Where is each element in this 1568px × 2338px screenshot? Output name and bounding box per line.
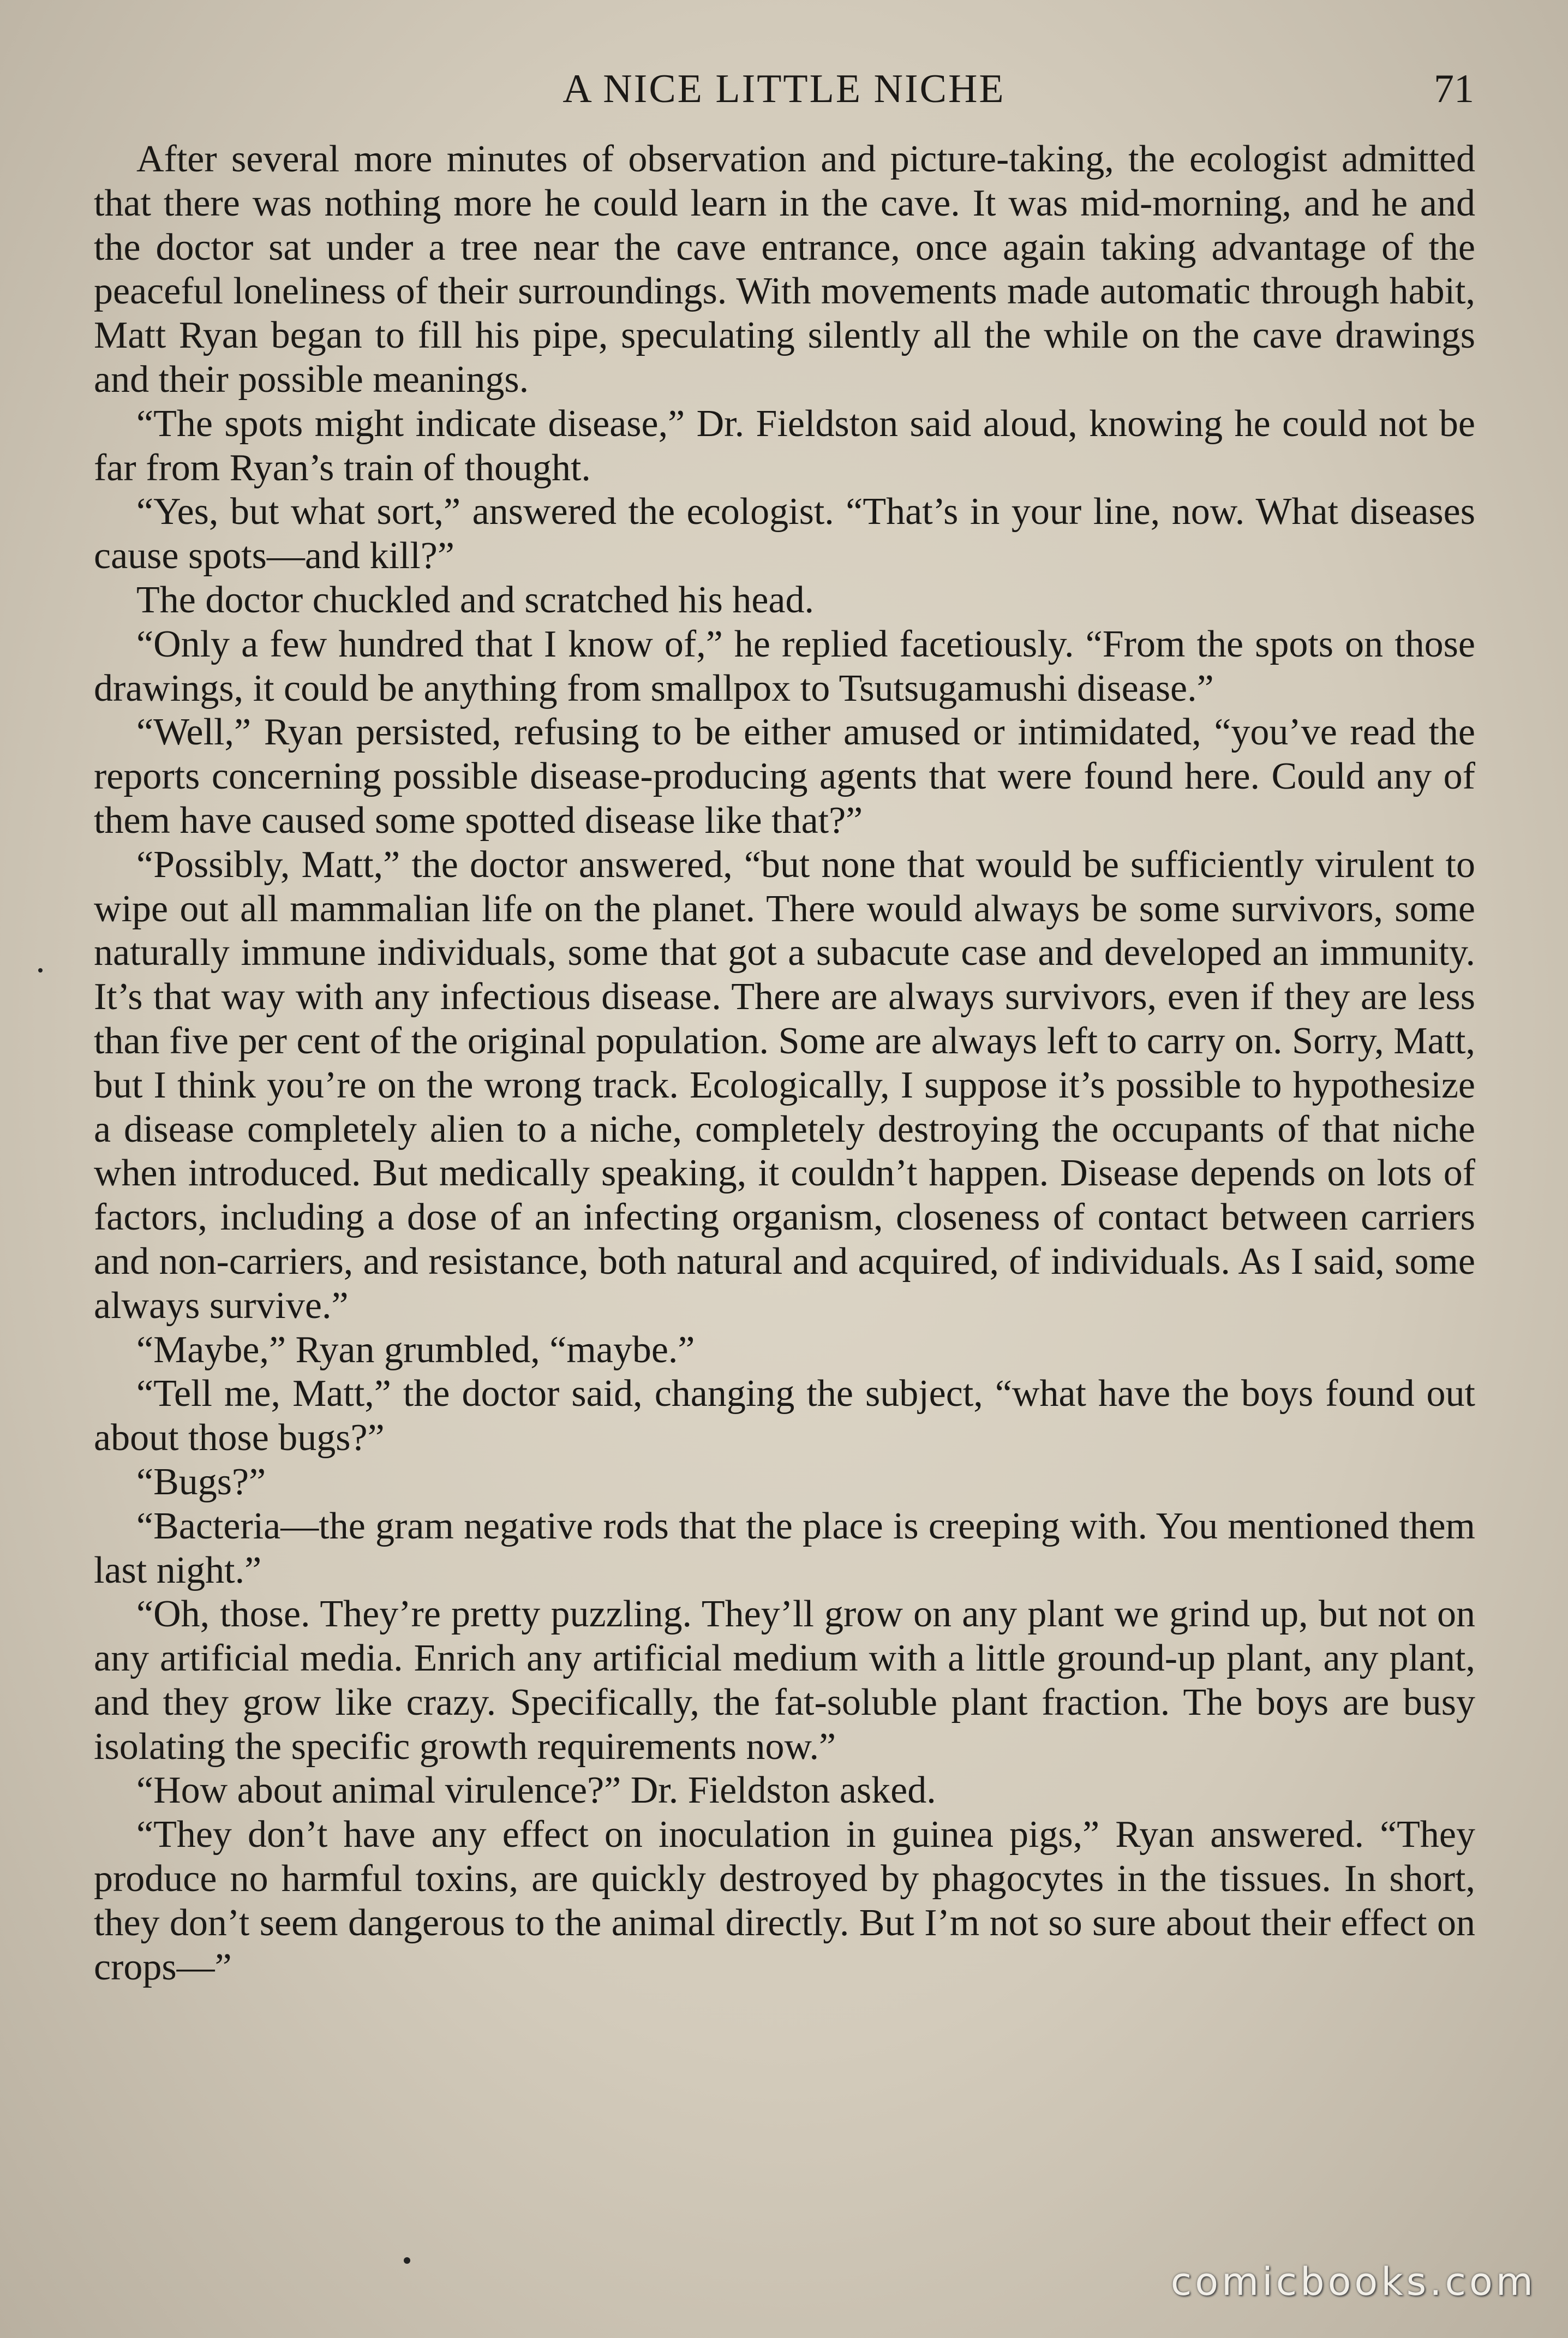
running-title: A NICE LITTLE NICHE xyxy=(562,67,1006,111)
paragraph: The doctor chuckled and scratched his head. xyxy=(136,578,814,621)
paragraph: “Possibly, Matt,” the doctor answered, “but none that would be sufficiently virulent to wipe out all mammalian life on the planet. There would always be some survivors, some naturally immune individuals, some that got a subacute case and developed an immunity. It’s that way with any infectious disease. There are always survivors, even if they are less than five per cent of the original population. Some are always left to carry on. Sorry, Matt, but I think you’re on the wrong track. Ecologically, I suppose it’s possible to hypothesize a disease completely alien to a niche, completely destroying the occupants of that niche when introduced. But medically speaking, it couldn’t happen. Disease depends on lots of factors, including a dose of an infecting organism, closeness of contact between carriers and non-carriers, and resistance, both natural and acquired, of individuals. As I said, some always survive.” xyxy=(94,843,1475,1327)
watermark: comicbooks.com xyxy=(1170,2259,1536,2304)
paragraph: After several more minutes of observation and picture-taking, the ecologist admitted that there was nothing more he could learn in the cave. It was mid-morning, and he and the doctor sat under a tree near the cave entrance, once again taking advantage of the peaceful loneliness of their surroundings. With movements made automatic through habit, Matt Ryan began to fill his pipe, speculating silently all the while on the cave drawings and their possible meanings. xyxy=(94,138,1475,401)
page-number: 71 xyxy=(1434,67,1474,111)
paragraph: “They don’t have any effect on inoculation in guinea pigs,” Ryan answered. “They produce no harmful toxins, are quickly destroyed by phagocytes in the tissues. In short, they don’t seem dangerous to the animal directly. But I’m not so sure about their effect on crops—” xyxy=(94,1814,1475,1988)
paragraph: “Maybe,” Ryan grumbled, “maybe.” xyxy=(136,1328,695,1371)
body-text xyxy=(94,138,1475,1989)
paragraph: “Only a few hundred that I know of,” he replied facetiously. “From the spots on those drawings, it could be anything from smallpox to Tsutsugamushi disease.” xyxy=(94,623,1475,709)
ink-speck xyxy=(404,2257,410,2264)
ink-speck xyxy=(38,968,43,973)
paragraph: “Bugs?” xyxy=(136,1460,266,1503)
paragraph: “Yes, but what sort,” answered the ecologist. “That’s in your line, now. What diseases cause spots—and kill?” xyxy=(94,491,1475,577)
paragraph: “The spots might indicate disease,” Dr. Fieldston said aloud, knowing he could not be far from Ryan’s train of thought. xyxy=(94,402,1475,489)
page-header xyxy=(94,59,1474,119)
paragraph: “How about animal virulence?” Dr. Fieldston asked. xyxy=(136,1769,936,1812)
paragraph: “Oh, those. They’re pretty puzzling. They’ll grow on any plant we grind up, but not on any artificial media. Enrich any artificial medium with a little ground-up plant, any plant, and they grow like crazy. Specifically, the fat-soluble plant fraction. The boys are busy isolating the specific growth requirements now.” xyxy=(94,1593,1475,1768)
paragraph: “Bacteria—the gram negative rods that the place is creeping with. You mentioned them last night.” xyxy=(94,1505,1475,1591)
paragraph: “Tell me, Matt,” the doctor said, changing the subject, “what have the boys found out about those bugs?” xyxy=(94,1373,1475,1459)
paragraph: “Well,” Ryan persisted, refusing to be either amused or intimidated, “you’ve read the reports concerning possible disease-producing agents that were found here. Could any of them have caused some spotted disease like that?” xyxy=(94,711,1475,842)
